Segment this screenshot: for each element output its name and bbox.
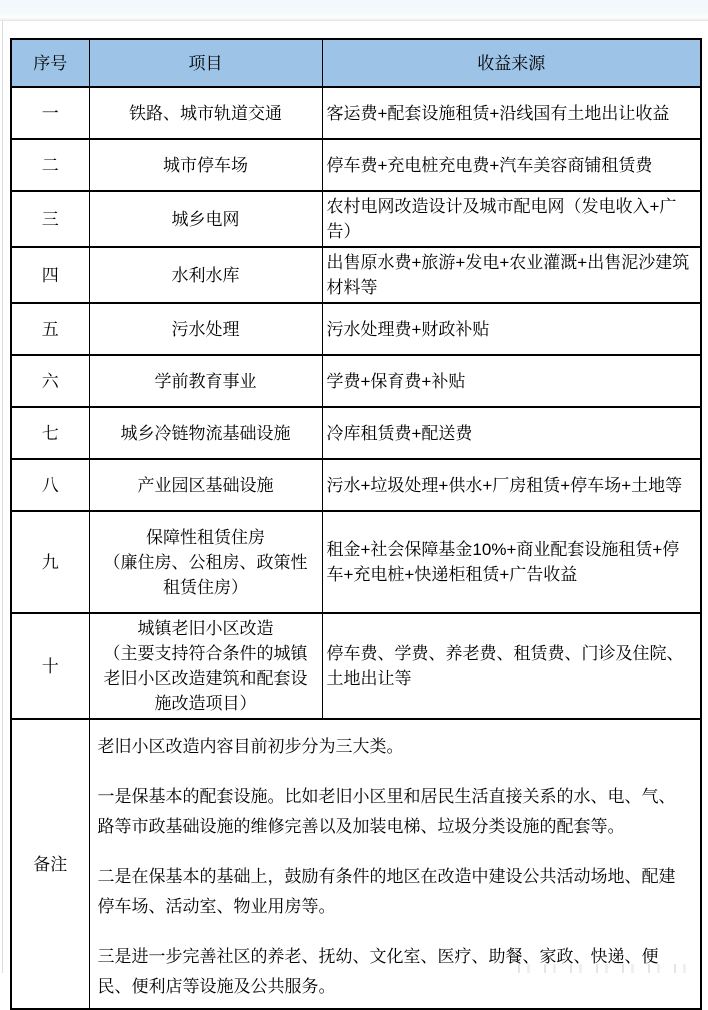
table-row <box>11 355 701 407</box>
row-source: 停车费+充电桩充电费+汽车美容商铺租赁费 <box>322 139 701 191</box>
row-project: 学前教育事业 <box>89 355 322 407</box>
notes-paragraph: 三是进一步完善社区的养老、抚幼、文化室、医疗、助餐、家政、快递、便民、便利店等设施及公共服务。 <box>97 947 659 996</box>
row-project: 城市停车场 <box>89 139 322 191</box>
row-number: 二 <box>11 139 89 191</box>
row-number: 三 <box>11 191 89 247</box>
watermark-fragment <box>518 964 698 973</box>
revenue-source-table <box>10 38 702 1010</box>
row-source: 污水+垃圾处理+供水+厂房租赁+停车场+土地等 <box>322 459 701 511</box>
table-row <box>11 303 701 355</box>
table-row <box>11 407 701 459</box>
row-number: 九 <box>11 511 89 613</box>
row-number: 四 <box>11 247 89 303</box>
row-source: 冷库租赁费+配送费 <box>322 407 701 459</box>
header-cell-project: 项目 <box>89 39 322 87</box>
row-project: 产业园区基础设施 <box>89 459 322 511</box>
row-number: 八 <box>11 459 89 511</box>
page-top-band <box>0 0 708 21</box>
row-project: 铁路、城市轨道交通 <box>89 87 322 139</box>
row-source: 农村电网改造设计及城市配电网（发电收入+广告） <box>322 191 701 247</box>
table-row <box>11 191 701 247</box>
row-project: 城乡冷链物流基础设施 <box>89 407 322 459</box>
row-project: 城乡电网 <box>89 191 322 247</box>
header-row <box>11 39 701 87</box>
notes-paragraph: 老旧小区改造内容目前初步分为三大类。 <box>97 737 404 756</box>
notes-label: 备注 <box>11 719 89 1009</box>
notes-paragraph: 一是保基本的配套设施。比如老旧小区里和居民生活直接关系的水、电、气、路等市政基础设施的维修完善以及加装电梯、垃圾分类设施的配套等。 <box>97 787 676 836</box>
row-source: 租金+社会保障基金10%+商业配套设施租赁+停车+充电桩+快递柜租赁+广告收益 <box>322 511 701 613</box>
header-cell-source: 收益来源 <box>322 39 701 87</box>
row-source: 停车费、学费、养老费、租赁费、门诊及住院、土地出让等 <box>322 613 701 719</box>
row-source: 学费+保育费+补贴 <box>322 355 701 407</box>
page-left-edge <box>2 21 3 973</box>
table-row <box>11 511 701 613</box>
row-project: 保障性租赁住房 （廉住房、公租房、政策性租赁住房） <box>89 511 322 613</box>
row-source: 污水处理费+财政补贴 <box>322 303 701 355</box>
row-number: 五 <box>11 303 89 355</box>
row-source: 出售原水费+旅游+发电+农业灌溉+出售泥沙建筑材料等 <box>322 247 701 303</box>
table-row <box>11 139 701 191</box>
notes-paragraph: 二是在保基本的基础上，鼓励有条件的地区在改造中建设公共活动场地、配建停车场、活动室、物业用房等。 <box>97 867 676 916</box>
row-number: 六 <box>11 355 89 407</box>
row-source: 客运费+配套设施租赁+沿线国有土地出让收益 <box>322 87 701 139</box>
row-number: 十 <box>11 613 89 719</box>
table-row <box>11 613 701 719</box>
row-project: 污水处理 <box>89 303 322 355</box>
header-cell-number: 序号 <box>11 39 89 87</box>
row-number: 七 <box>11 407 89 459</box>
table-row <box>11 459 701 511</box>
table-row <box>11 87 701 139</box>
row-project: 水利水库 <box>89 247 322 303</box>
row-number: 一 <box>11 87 89 139</box>
row-project: 城镇老旧小区改造 （主要支持符合条件的城镇老旧小区改造建筑和配套设施改造项目） <box>89 613 322 719</box>
table-row <box>11 247 701 303</box>
